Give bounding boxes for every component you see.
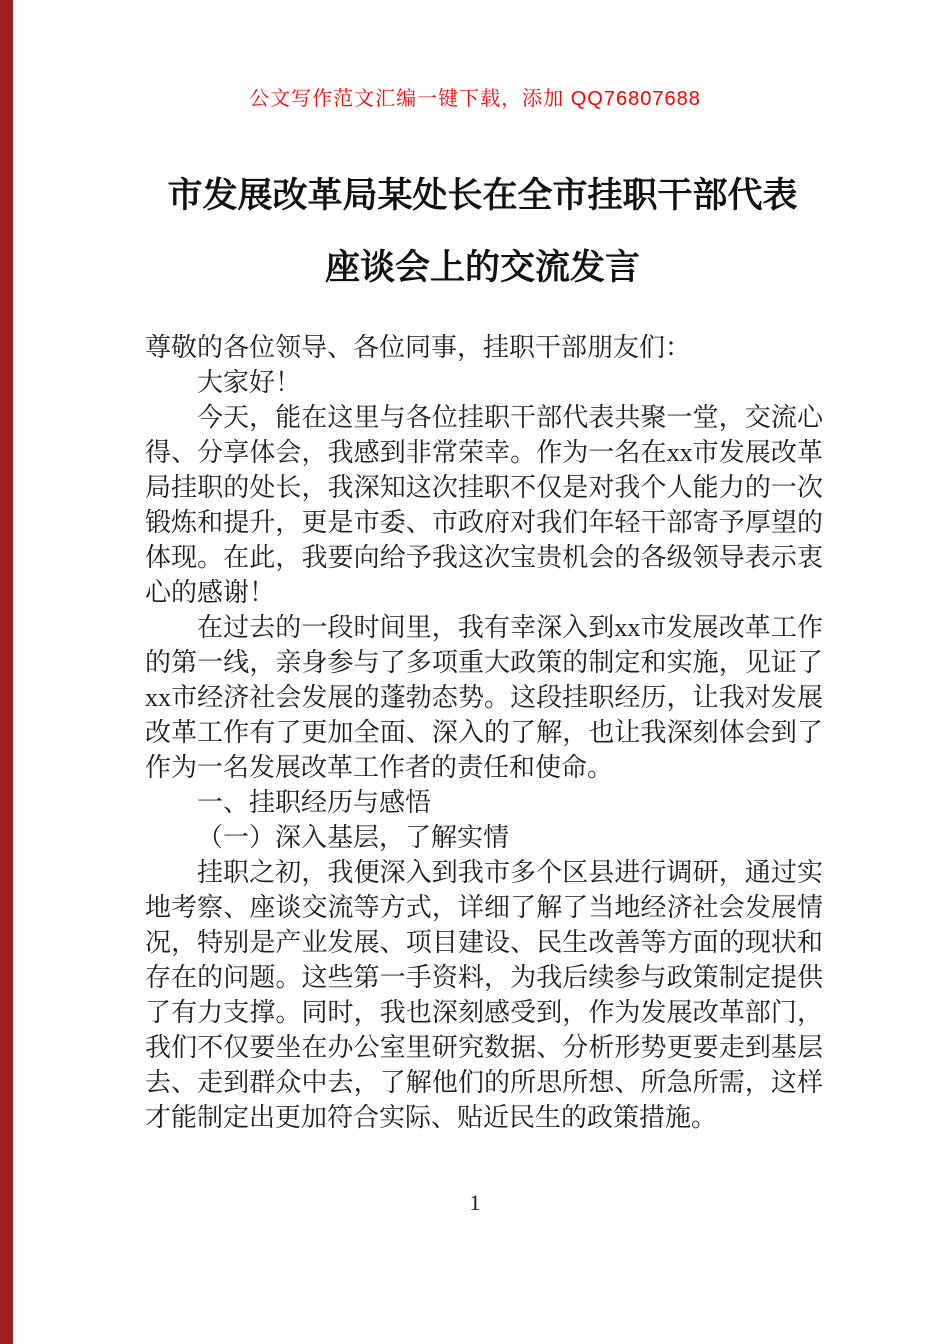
salutation-paragraph: 尊敬的各位领导、各位同事，挂职干部朋友们： — [145, 333, 692, 362]
promo-notice: 公文写作范文汇编一键下载，添加 QQ76807688 — [249, 88, 701, 110]
document-body — [145, 330, 823, 1135]
document-title — [110, 160, 855, 304]
page-number: 1 — [469, 1190, 481, 1215]
greeting-paragraph: 大家好！ — [197, 368, 302, 397]
left-accent-bar — [0, 0, 13, 1344]
subsection-heading: （一）深入基层，了解实情 — [197, 823, 510, 852]
paragraph: 在过去的一段时间里，我有幸深入到xx市发展改革工作的第一线，亲身参与了多项重大政策的制定和实施，见证了xx市经济社会发展的蓬勃态势。这段挂职经历，让我对发展改革工作有了更加全面、深入的了解，也让我深刻体会到了作为一名发展改革工作者的责任和使命。 — [145, 613, 823, 782]
section-heading: 一、挂职经历与感悟 — [197, 788, 432, 817]
document-title-line-2: 座谈会上的交流发言 — [324, 248, 640, 288]
paragraph: 今天，能在这里与各位挂职干部代表共聚一堂，交流心得、分享体会，我感到非常荣幸。作为一名在xx市发展改革局挂职的处长，我深知这次挂职不仅是对我个人能力的一次锻炼和提升，更是市委、市政府对我们年轻干部寄予厚望的体现。在此，我要向给予我这次宝贵机会的各级领导表示衷心的感谢！ — [145, 403, 823, 607]
document-title-line-1: 市发展改革局某处长在全市挂职干部代表 — [167, 176, 798, 216]
paragraph: 挂职之初，我便深入到我市多个区县进行调研，通过实地考察、座谈交流等方式，详细了解了当地经济社会发展情况，特别是产业发展、项目建设、民生改善等方面的现状和存在的问题。这些第一手资料，为我后续参与政策制定提供了有力支撑。同时，我也深刻感受到，作为发展改革部门，我们不仅要坐在办公室里研究数据、分析形势更要走到基层去、走到群众中去，了解他们的所思所想、所急所需，这样才能制定出更加符合实际、贴近民生的政策措施。 — [145, 858, 823, 1132]
